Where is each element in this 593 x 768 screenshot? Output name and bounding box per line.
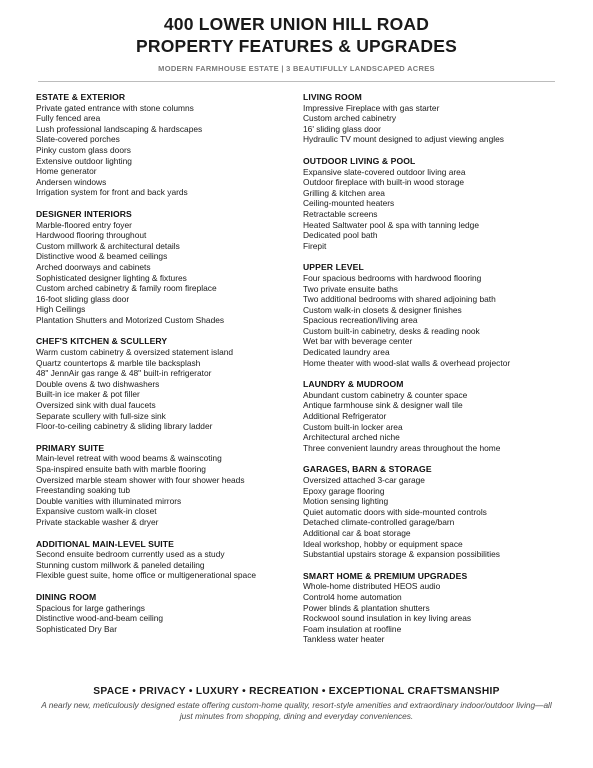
feature-item: Marble-floored entry foyer (36, 219, 132, 230)
section-garages-barn-and-storage (303, 464, 573, 559)
feature-item: Fully fenced area (36, 113, 101, 124)
feature-item: Extensive outdoor lighting (36, 155, 132, 166)
feature-item: Main-level retreat with wood beams & wainscoting (36, 453, 222, 464)
feature-item: Grilling & kitchen area (303, 187, 385, 198)
section-title: CHEF'S KITCHEN & SCULLERY (36, 336, 168, 347)
feature-item: Hydraulic TV mount designed to adjust viewing angles (303, 134, 504, 145)
section-title: GARAGES, BARN & STORAGE (303, 464, 432, 475)
feature-item: Home theater with wood-slat walls & overhead projector (303, 357, 511, 368)
page-title-features: PROPERTY FEATURES & UPGRADES (136, 36, 457, 56)
section-estate-and-exterior (36, 92, 298, 198)
feature-item: Heated Saltwater pool & spa with tanning ledge (303, 219, 479, 230)
page-title-address: 400 LOWER UNION HILL ROAD (163, 14, 430, 34)
feature-item: Wet bar with beverage center (303, 336, 413, 347)
feature-item: Oversized attached 3-car garage (303, 475, 425, 485)
feature-item: 16-foot sliding glass door (36, 293, 130, 304)
section-laundry-and-mudroom (303, 379, 573, 453)
feature-item: Two additional bedrooms with shared adjoining bath (303, 294, 496, 305)
section-title: SMART HOME & PREMIUM UPGRADES (303, 570, 468, 581)
feature-item: Second ensuite bedroom currently used as a study (36, 549, 225, 560)
feature-item: Ceiling-mounted heaters (303, 198, 395, 209)
feature-item: Private gated entrance with stone columns (36, 102, 194, 113)
feature-item: Antique farmhouse sink & designer wall tile (303, 400, 463, 411)
page-subtitle: MODERN FARMHOUSE ESTATE | 3 BEAUTIFULLY LANDSCAPED ACRES (158, 64, 435, 73)
feature-item: Substantial upstairs storage & expansion possibilities (303, 549, 500, 560)
section-designer-interiors (36, 209, 298, 326)
feature-item: Four spacious bedrooms with hardwood flooring (303, 272, 482, 283)
section-title: DINING ROOM (36, 591, 97, 602)
feature-item: Expansive slate-covered outdoor living area (303, 166, 466, 177)
feature-item: Lush professional landscaping & hardscapes (36, 123, 203, 134)
left-column (36, 92, 298, 645)
feature-item: High Ceilings (36, 304, 86, 315)
feature-item: Home generator (36, 166, 97, 177)
feature-item: Tankless water heater (303, 634, 385, 645)
feature-item: Floor-to-ceiling cabinetry & sliding library ladder (36, 421, 213, 432)
feature-item: Private stackable washer & dryer (36, 516, 159, 527)
feature-item: Motion sensing lighting (303, 496, 389, 507)
feature-item: Sophisticated Dry Bar (36, 623, 117, 634)
feature-item: 16' sliding glass door (303, 123, 381, 134)
feature-item: Oversized sink with dual faucets (36, 400, 156, 411)
feature-item: Custom millwork & architectural details (36, 240, 180, 251)
feature-item: Firepit (303, 240, 327, 251)
feature-item: Irrigation system for front and back yards (36, 187, 188, 198)
feature-item: 48" JennAir gas range & 48" built-in refrigerator (36, 368, 212, 379)
feature-item: Dedicated pool bath (303, 230, 378, 241)
feature-item: Detached climate-controlled garage/barn (303, 517, 455, 528)
feature-item: Impressive Fireplace with gas starter (303, 102, 440, 113)
section-outdoor-living-and-pool (303, 156, 573, 251)
feature-item: Retractable screens (303, 208, 378, 219)
feature-item: Sophisticated designer lighting & fixtures (36, 272, 187, 283)
feature-item: Epoxy garage flooring (303, 485, 385, 496)
feature-item: Flexible guest suite, home office or multigenerational space (36, 570, 257, 581)
feature-item: Power blinds & plantation shutters (303, 602, 430, 613)
feature-item: Foam insulation at roofline (303, 623, 402, 634)
feature-item: Abundant custom cabinetry & counter space (303, 389, 468, 400)
section-smart-home-and-premium-upgrades (303, 571, 573, 645)
feature-item: Custom arched cabinetry (303, 113, 397, 124)
feature-item: Distinctive wood-and-beam ceiling (36, 613, 164, 624)
feature-item: Three convenient laundry areas throughout the home (303, 442, 501, 453)
section-title: ESTATE & EXTERIOR (36, 92, 126, 102)
feature-item: Expansive custom walk-in closet (36, 506, 157, 517)
feature-item: Whole-home distributed HEOS audio (303, 581, 441, 592)
feature-item: Additional Refrigerator (303, 411, 387, 422)
header-divider (38, 81, 555, 82)
section-upper-level (303, 262, 573, 368)
feature-item: Custom walk-in closets & designer finishes (303, 304, 462, 315)
feature-item: Custom built-in locker area (303, 421, 403, 432)
feature-item: Control4 home automation (303, 591, 402, 602)
right-column (303, 92, 573, 656)
section-primary-suite (36, 443, 298, 528)
feature-item: Slate-covered porches (36, 134, 120, 145)
feature-item: Separate scullery with full-size sink (36, 410, 166, 421)
feature-item: Additional car & boat storage (303, 527, 411, 538)
feature-item: Distinctive wood & beamed ceilings (36, 251, 168, 262)
feature-item: Double vanities with illuminated mirrors (36, 495, 182, 506)
section-living-room (303, 92, 573, 145)
feature-item: Stunning custom millwork & paneled detailing (36, 559, 205, 570)
feature-item: Architectural arched niche (303, 432, 400, 443)
feature-item: Hardwood flooring throughout (36, 230, 147, 241)
feature-item: Warm custom cabinetry & oversized statement island (36, 347, 234, 358)
section-title: LIVING ROOM (303, 92, 362, 102)
tagline: SPACE • PRIVACY • LUXURY • RECREATION • EXCEPTIONAL CRAFTSMANSHIP (93, 686, 500, 697)
feature-item: Custom built-in cabinetry, desks & reading nook (303, 325, 480, 336)
section-title: PRIMARY SUITE (36, 442, 105, 453)
feature-item: Ideal workshop, hobby or equipment space (303, 538, 463, 549)
feature-item: Andersen windows (36, 176, 107, 187)
feature-item: Freestanding soaking tub (36, 485, 131, 496)
feature-item: Quiet automatic doors with side-mounted controls (303, 506, 487, 517)
feature-item: Two private ensuite baths (303, 283, 398, 294)
section-title: OUTDOOR LIVING & POOL (303, 155, 416, 166)
feature-item: Plantation Shutters and Motorized Custom Shades (36, 314, 225, 325)
feature-item: Quartz countertops & marble tile backsplash (36, 357, 201, 368)
section-chef-s-kitchen-and-scullery (36, 336, 298, 431)
feature-item: Spacious for large gatherings (36, 602, 145, 613)
feature-item: Double ovens & two dishwashers (36, 378, 160, 389)
feature-item: Rockwool sound insulation in key living areas (303, 613, 472, 624)
feature-item: Pinky custom glass doors (36, 144, 131, 155)
feature-item: Oversized marble steam shower with four shower heads (36, 474, 245, 485)
feature-item: Outdoor fireplace with built-in wood storage (303, 177, 465, 188)
section-dining-room (36, 592, 298, 634)
section-title: DESIGNER INTERIORS (36, 208, 132, 219)
feature-item: Built-in ice maker & pot filler (36, 389, 140, 400)
feature-item: Dedicated laundry area (303, 347, 390, 358)
feature-item: Spacious recreation/living area (303, 315, 418, 326)
footer-description: A nearly new, meticulously designed estate offering custom-home quality, resort-style amenities and extraordinary indoor/outdoor living—all just minutes from shopping, dining and everyday conveniences. (41, 700, 552, 721)
feature-item: Arched doorways and cabinets (36, 261, 151, 272)
section-additional-main-level-suite (36, 539, 298, 581)
section-title: ADDITIONAL MAIN-LEVEL SUITE (36, 538, 174, 549)
feature-item: Custom arched cabinetry & family room fireplace (36, 283, 217, 294)
feature-item: Spa-inspired ensuite bath with marble flooring (36, 464, 206, 474)
section-title: LAUNDRY & MUDROOM (303, 379, 404, 390)
section-title: UPPER LEVEL (303, 262, 364, 273)
